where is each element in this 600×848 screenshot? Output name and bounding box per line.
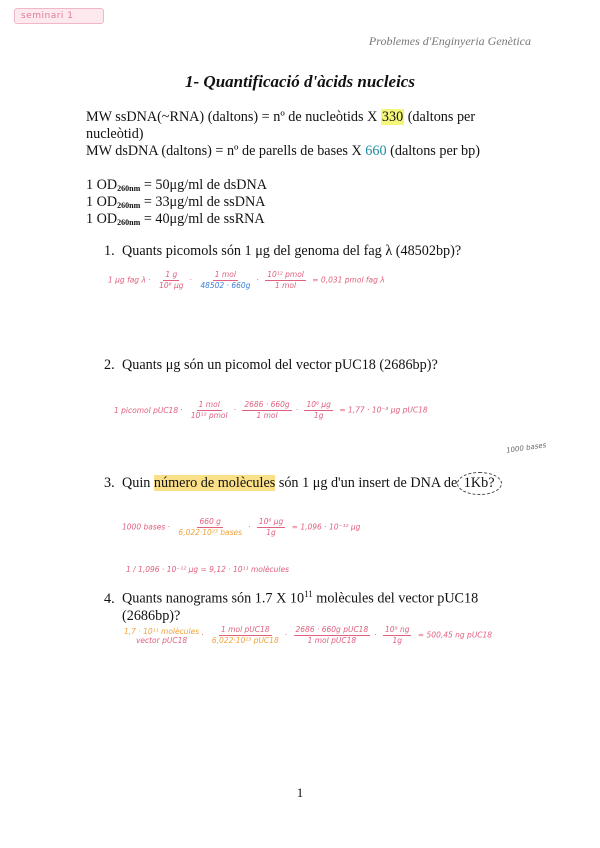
hw-num: 1 mol (198, 400, 220, 409)
formula-ssdna (86, 109, 475, 143)
question-number: 4. (104, 590, 115, 607)
handwritten-answer-3: 1000 bases · $\frac{660 g}{\text{6,022·10²³ bases}}$ · $\frac{\text{10⁶ μg}}{1g}$ = 1,096 · 10⁻¹² μg (122, 517, 361, 537)
side-note: 1000 bases (505, 441, 547, 455)
hw-den: 10⁶ μg (159, 281, 184, 290)
highlight-molecules: número de molècules (153, 475, 276, 491)
seminar-tag: seminari 1 (14, 8, 104, 24)
od-line (86, 211, 265, 231)
question-text: (2686bp)? (122, 607, 181, 624)
header-title: Problemes d'Enginyeria Genètica (368, 34, 531, 48)
hw-den: 1g (313, 411, 324, 420)
question-text: Quants μg són un picomol del vector pUC18 (2686bp)? (122, 357, 438, 373)
hw-fraction (257, 517, 285, 538)
od-prefix: 1 OD (86, 194, 118, 210)
hw-fraction (210, 625, 281, 646)
handwritten-answer-4: 1,7 · 10¹¹ molècules vector pUC18 · $\frac{\text{1 mol pUC18}}{\text{6,022·10²³ pUC18}}$ · $\frac{\text{2686 · 660g pUC18}}{\text{1 mol pUC18}}$ · $\frac{\text{10⁹ ng}}{1g}$ = 500,45 ng pUC18 (124, 625, 493, 645)
hw-fraction (242, 400, 291, 421)
hw-num: 1 g (165, 270, 178, 279)
hw-label (114, 406, 178, 415)
hw-text: 1 μg fag λ · (108, 275, 151, 285)
hw-den: 6,022·10²³ bases (178, 528, 243, 537)
od-sub: 260nm (117, 184, 141, 193)
od-sub: 260nm (117, 218, 141, 227)
formula-dsdna (86, 143, 480, 160)
hw-result: = 0,031 pmol fag λ (312, 275, 385, 285)
question-text: Quin (122, 475, 154, 491)
hw-fraction (157, 270, 185, 291)
hw-fraction (383, 625, 411, 646)
formula-text: MW ssDNA(~RNA) (daltons) = nº de nucleòtids X (86, 109, 381, 125)
exponent: 11 (304, 589, 313, 599)
hw-text: 1 picomol pUC18 (114, 406, 179, 415)
od-prefix: 1 OD (86, 177, 118, 193)
formula-text: MW dsDNA (daltons) = nº de parells de bases X (86, 143, 366, 159)
question-text: molècules del vector pUC18 (312, 590, 479, 607)
hw-den: 1 mol pUC18 (307, 636, 357, 645)
hw-result: = 500,45 ng pUC18 (417, 630, 493, 640)
hw-text: 1 / 1,096 · 10⁻¹² μg = 9,12 · 10¹¹ molècules (126, 565, 290, 574)
hw-text: 1,7 · 10¹¹ molècules (124, 626, 200, 636)
hw-result: = 1,77 · 10⁻³ μg pUC18 (339, 405, 428, 415)
question-number: 2. (104, 357, 115, 373)
question-2 (104, 357, 438, 374)
od-prefix: 1 OD (86, 211, 118, 227)
hw-num: 1 mol (214, 270, 236, 279)
handwritten-answer-1: 1 μg fag λ · $\frac{1 g}{\text{10⁶ μg}}$ · $\frac{\text{1 mol}}{48502 \cdot 660g}$ · $\frac{\text{10¹² pmol}}{\text{1 mol}}$ = 0,031 pmol fag λ (108, 270, 385, 290)
page-number: 1 (296, 785, 304, 800)
formula-text: (daltons per bp) (386, 143, 480, 159)
hw-num: 10⁶ μg (258, 517, 284, 526)
hw-fraction (176, 517, 244, 538)
od-rest: = 50μg/ml de dsDNA (140, 177, 268, 193)
handwritten-answer-2: 1 picomol pUC18 · $\frac{\text{1 mol}}{\text{10¹² pmol}}$ · $\frac{2686 \cdot 660g}{\text{1 mol}}$ · $\frac{\text{10⁶ μg}}{1g}$ = 1,77 · 10⁻³ μg pUC18 (114, 400, 428, 420)
question-number: 1. (104, 243, 115, 259)
hw-text: vector pUC18 (135, 635, 188, 645)
hw-label (124, 627, 199, 645)
highlight-330: 330 (381, 109, 404, 125)
hw-num: 10⁹ ng (385, 625, 410, 634)
hw-fraction (265, 270, 306, 291)
hw-num: 660 g (199, 517, 221, 526)
hw-den: 10¹² pmol (190, 411, 228, 420)
formula-text: (daltons per (404, 109, 476, 125)
hw-result: = 1,096 · 10⁻¹² μg (291, 522, 361, 532)
od-sub: 260nm (117, 201, 141, 210)
page-title: 1- Quantificació d'àcids nucleics (185, 72, 415, 91)
handwritten-answer-3b (126, 565, 289, 574)
question-number: 3. (104, 475, 115, 491)
hw-den: 1 mol (256, 411, 278, 420)
hw-num: 10¹² pmol (267, 270, 304, 279)
hw-num: 2686 · 660g (244, 400, 290, 409)
hw-den: 1 mol (274, 281, 297, 290)
hw-den: 6,022·10²³ pUC18 (211, 636, 279, 645)
hw-den: 48502 · 660g (200, 281, 251, 290)
hw-num: 10⁶ μg (306, 400, 331, 409)
question-3 (104, 472, 502, 495)
question-text: Quants picomols són 1 μg del genoma del fag λ (48502bp)? (122, 243, 462, 259)
hw-num: 1 mol pUC18 (221, 625, 270, 634)
hw-fraction (304, 400, 332, 421)
formula-text: nucleòtid) (86, 126, 144, 142)
question-4 (104, 586, 478, 625)
hw-text: 1000 bases · (122, 522, 171, 532)
hw-den: 1g (392, 636, 403, 645)
question-text: són 1 μg d'un insert de DNA de (275, 475, 461, 491)
hw-fraction (294, 625, 371, 646)
teal-660: 660 (365, 143, 387, 159)
od-rest: = 33μg/ml de ssDNA (140, 194, 266, 210)
circled-1kb: 1Kb? (457, 472, 502, 495)
hw-fraction (189, 400, 230, 421)
hw-num: 2686 · 660g pUC18 (295, 625, 369, 634)
question-1 (104, 243, 461, 260)
hw-den: 1g (266, 528, 276, 537)
od-rest: = 40μg/ml de ssRNA (140, 211, 265, 227)
hw-fraction (198, 270, 252, 291)
question-text: Quants nanograms són 1.7 X 10 (122, 590, 305, 607)
